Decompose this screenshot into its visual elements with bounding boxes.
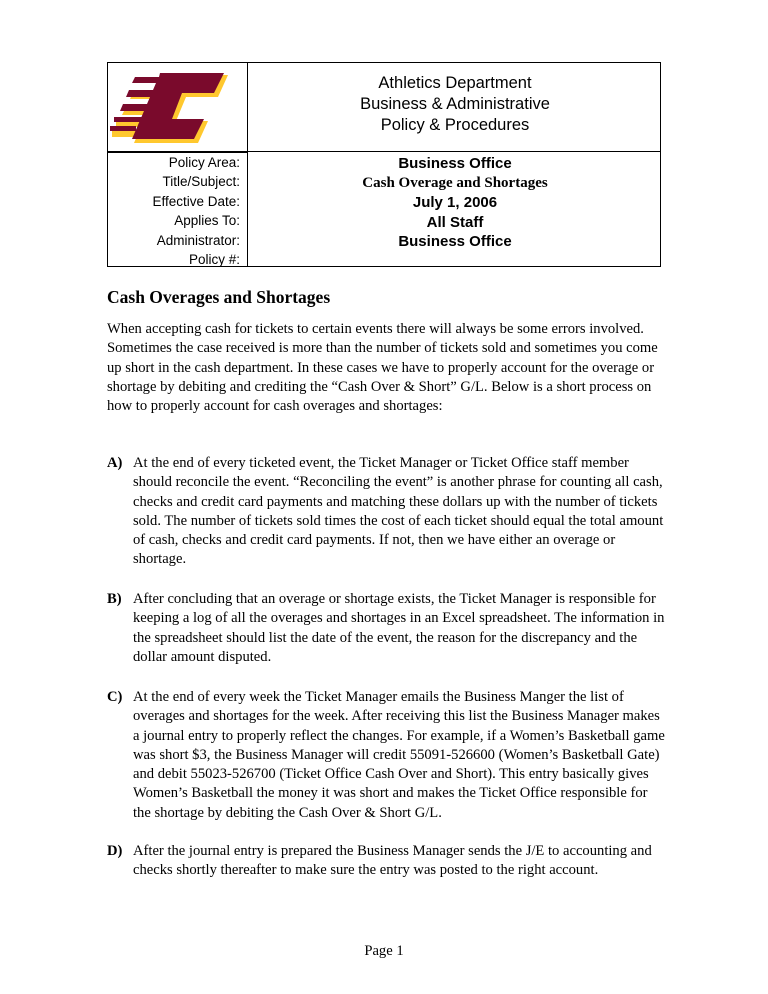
item-text: After concluding that an overage or shortage exists, the Ticket Manager is responsible for keeping a log of all the overages and shortages in an Excel spreadsheet. The information in the spreadsheet should list the date of the event, the reason for the discrepancy and the dollar amount disputed.	[133, 591, 665, 665]
intro-paragraph: When accepting cash for tickets to certain events there will always be some errors involved. Sometimes the case received is more than the number of tickets sold and sometimes you come up short in the cash department. In these cases we have to properly account for the overage or shortage by debiting and crediting the “Cash Over & Short” G/L. Below is a short process on how to properly account for cash overages and shortages:	[107, 321, 658, 415]
value-effective-date: July 1, 2006	[412, 194, 498, 212]
field-labels	[108, 153, 240, 269]
value-policy-area: Business Office	[398, 155, 512, 172]
label-administrator: Administrator:	[156, 232, 240, 248]
list-item	[107, 688, 667, 823]
label-title-subject: Title/Subject:	[162, 174, 240, 190]
value-administrator: Business Office	[398, 233, 512, 251]
item-text: At the end of every ticketed event, the Ticket Manager or Ticket Office staff member should reconcile the event. “Reconciling the event” is another phrase for counting all cash, checks and credit card payments and matching these dollars up with the number of tickets sold. The number of tickets sold times the cost of each ticket should equal the total amount of cash, checks and credit card payments. If not, then we have either an overage or shortage.	[133, 455, 664, 568]
policy-header-table	[107, 62, 661, 267]
list-item	[107, 842, 667, 881]
label-applies-to: Applies To:	[174, 213, 240, 229]
title-line-3: Policy & Procedures	[380, 116, 530, 134]
value-applies-to: All Staff	[426, 213, 484, 231]
value-policy-number	[248, 252, 662, 272]
section-heading: Cash Overages and Shortages	[107, 287, 331, 307]
department-title	[248, 73, 662, 136]
list-item	[107, 454, 667, 570]
logo-cell	[108, 63, 247, 151]
cmu-c-logo	[110, 71, 244, 145]
list-item	[107, 590, 667, 667]
label-policy-area: Policy Area:	[168, 155, 240, 170]
field-values	[248, 154, 662, 272]
item-text: At the end of every week the Ticket Manager emails the Business Manger the list of overages and shortages for the week. After receiving this list the Business Manager makes a journal entry to properly reflect the changes. For example, if a Women’s Basketball game was short $3, the Business Manager will credit 55091-526600 (Women’s Basketball Gate) and debit 55023-526700 (Ticket Office Cash Over and Short). This entry basically gives Women’s Basketball the money it was short and makes the Ticket Office responsible for the shortage by debiting the Cash Over & Short G/L.	[133, 689, 665, 821]
item-label: C)	[107, 689, 123, 705]
title-line-2: Business & Administrative	[360, 95, 550, 113]
item-label: A)	[107, 455, 123, 471]
title-line-1: Athletics Department	[378, 74, 532, 92]
item-label: B)	[107, 591, 122, 607]
page-number: Page 1	[364, 943, 404, 959]
item-label: D)	[107, 843, 123, 859]
item-text: After the journal entry is prepared the Business Manager sends the J/E to accounting and checks shortly thereafter to make sure the entry was posted to the right account.	[133, 843, 652, 879]
value-title-subject: Cash Overage and Shortages	[362, 174, 548, 191]
label-policy-number: Policy #:	[188, 251, 240, 267]
label-effective-date: Effective Date:	[152, 193, 240, 209]
